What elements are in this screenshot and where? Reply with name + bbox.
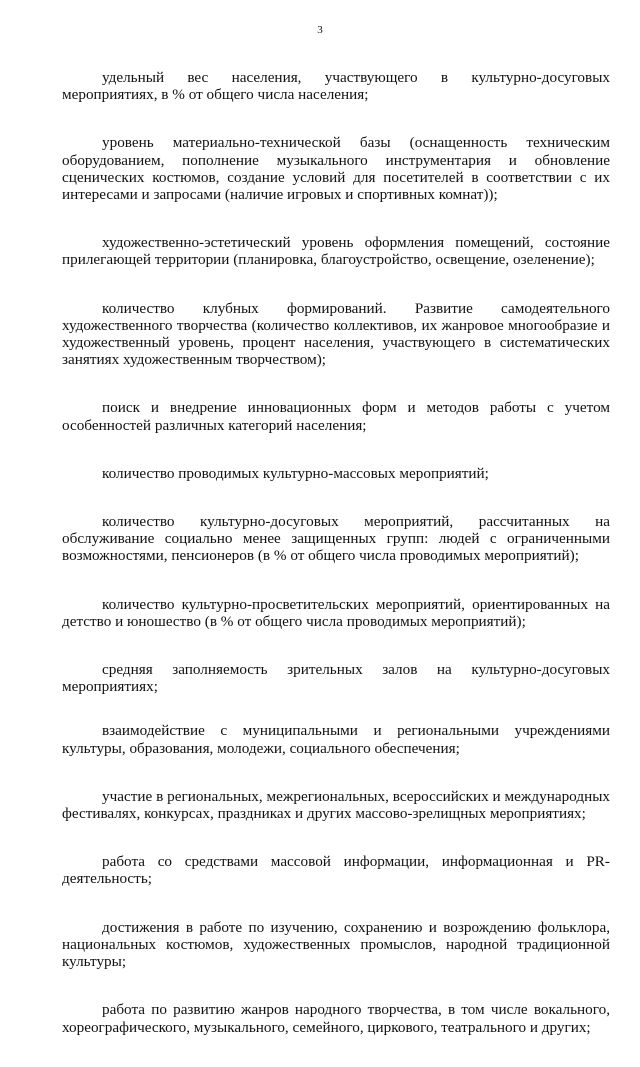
- paragraph-club-formations: количество клубных формирований. Развитие самодеятельного художественного творчества (количество коллективов, их жанровое многообразие и художественный уровень, процент населения, участвующего в систематических занятиях художественным творчеством);: [62, 299, 610, 369]
- paragraph-media-pr-work: работа со средствами массовой информации, информационная и PR-деятельность;: [62, 853, 610, 888]
- paragraph-festival-participation: участие в региональных, межрегиональных, всероссийских и международных фестивалях, конкурсах, праздниках и других массово-зрелищных мероприятиях;: [62, 787, 610, 823]
- paragraph-innovative-forms: поиск и внедрение инновационных форм и методов работы с учетом особенностей различных категорий населения;: [62, 399, 610, 434]
- paragraph-institutional-cooperation: взаимодействие с муниципальными и региональными учреждениями культуры, образования, молодежи, социального обеспечения;: [62, 722, 610, 757]
- paragraph-hall-occupancy: средняя заполняемость зрительных залов на культурно-досуговых мероприятиях;: [62, 661, 610, 696]
- paragraph-material-technical-base: уровень материально-технической базы (оснащенность техническим оборудованием, пополнение музыкального инструментария и обновление сценических костюмов, создание условий для посетителей в соответствии с их интересами и запросами (наличие игровых и спортивных комнат));: [62, 134, 610, 204]
- page-number: 3: [317, 24, 323, 36]
- document-body: [62, 69, 610, 1067]
- paragraph-folk-genres-development: работа по развитию жанров народного творчества, в том числе вокального, хореографического, музыкального, семейного, циркового, театрального и других;: [62, 1001, 610, 1036]
- paragraph-share-of-population: удельный вес населения, участвующего в культурно-досуговых мероприятиях, в % от общего числа населения;: [62, 69, 610, 104]
- paragraph-aesthetic-design-level: художественно-эстетический уровень оформления помещений, состояние прилегающей территории (планировка, благоустройство, освещение, озеленение);: [62, 234, 610, 269]
- paragraph-educational-events-youth: количество культурно-просветительских мероприятий, ориентированных на детство и юношество (в % от общего числа проводимых мероприятий);: [62, 595, 610, 630]
- paragraph-folklore-achievements: достижения в работе по изучению, сохранению и возрождению фольклора, национальных костюмов, художественных промыслов, народной традиционной культуры;: [62, 918, 610, 971]
- paragraph-events-for-vulnerable-groups: количество культурно-досуговых мероприятий, рассчитанных на обслуживание социально менее защищенных групп: людей с ограниченными возможностями, пенсионеров (в % от общего числа проводимых мероприятий);: [62, 513, 610, 565]
- paragraph-mass-events-count: количество проводимых культурно-массовых мероприятий;: [102, 464, 489, 482]
